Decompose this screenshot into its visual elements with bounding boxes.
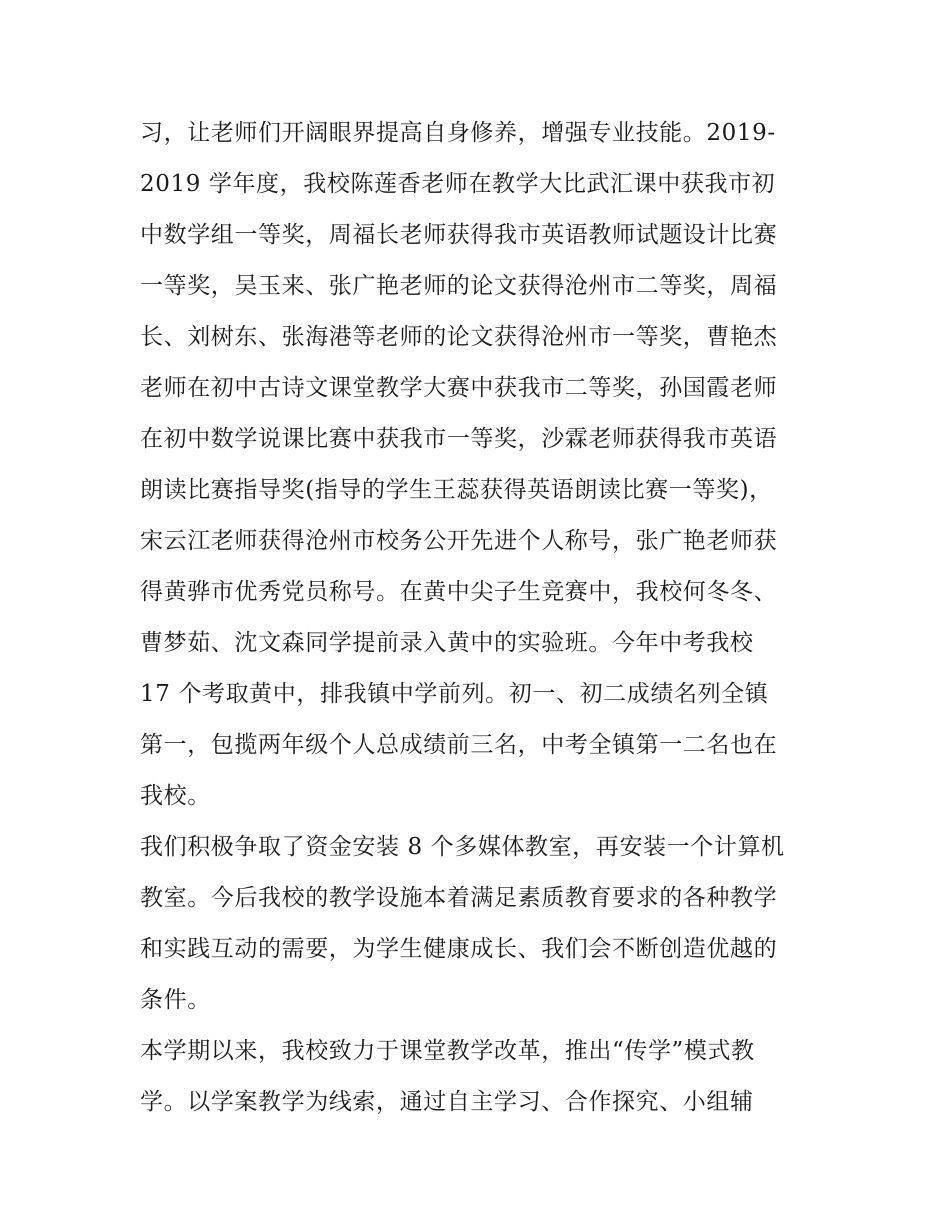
text-line: 一等奖，吴玉来、张广艳老师的论文获得沧州市二等奖，周福 — [140, 273, 778, 299]
text-line: 和实践互动的需要，为学生健康成长、我们会不断创造优越的 — [140, 936, 778, 962]
document-body-text — [140, 108, 812, 1128]
text-line: 2019 学年度，我校陈莲香老师在教学大比武汇课中获我市初 — [140, 171, 776, 197]
text-line: 第一，包揽两年级个人总成绩前三名，中考全镇第一二名也在 — [140, 732, 778, 758]
text-line: 宋云江老师获得沧州市校务公开先进个人称号，张广艳老师获 — [140, 528, 778, 554]
text-line: 条件。 — [140, 987, 211, 1013]
text-line: 长、刘树东、张海港等老师的论文获得沧州市一等奖，曹艳杰 — [140, 324, 778, 350]
text-line: 中数学组一等奖，周福长老师获得我市英语教师试题设计比赛 — [140, 222, 778, 248]
text-line: 我校。 — [140, 783, 211, 809]
text-line: 习，让老师们开阔眼界提高自身修养，增强专业技能。2019- — [140, 120, 776, 146]
text-line: 学。以学案教学为线索，通过自主学习、合作探究、小组辅 — [140, 1089, 754, 1115]
text-line: 在初中数学说课比赛中获我市一等奖，沙霖老师获得我市英语 — [140, 426, 778, 452]
text-line: 老师在初中古诗文课堂教学大赛中获我市二等奖，孙国霞老师 — [140, 375, 778, 401]
text-line: 教室。今后我校的教学设施本着满足素质教育要求的各种教学 — [140, 885, 778, 911]
text-line: 曹梦茹、沈文森同学提前录入黄中的实验班。今年中考我校 — [140, 630, 754, 656]
text-line: 我们积极争取了资金安装 8 个多媒体教室，再安装一个计算机 — [140, 834, 785, 860]
text-line: 17 个考取黄中，排我镇中学前列。初一、初二成绩名列全镇 — [140, 681, 769, 707]
text-line: 朗读比赛指导奖(指导的学生王蕊获得英语朗读比赛一等奖)， — [140, 477, 773, 503]
text-line: 本学期以来，我校致力于课堂教学改革，推出“传学”模式教 — [140, 1038, 755, 1064]
text-line: 得黄骅市优秀党员称号。在黄中尖子生竞赛中，我校何冬冬、 — [140, 579, 778, 605]
